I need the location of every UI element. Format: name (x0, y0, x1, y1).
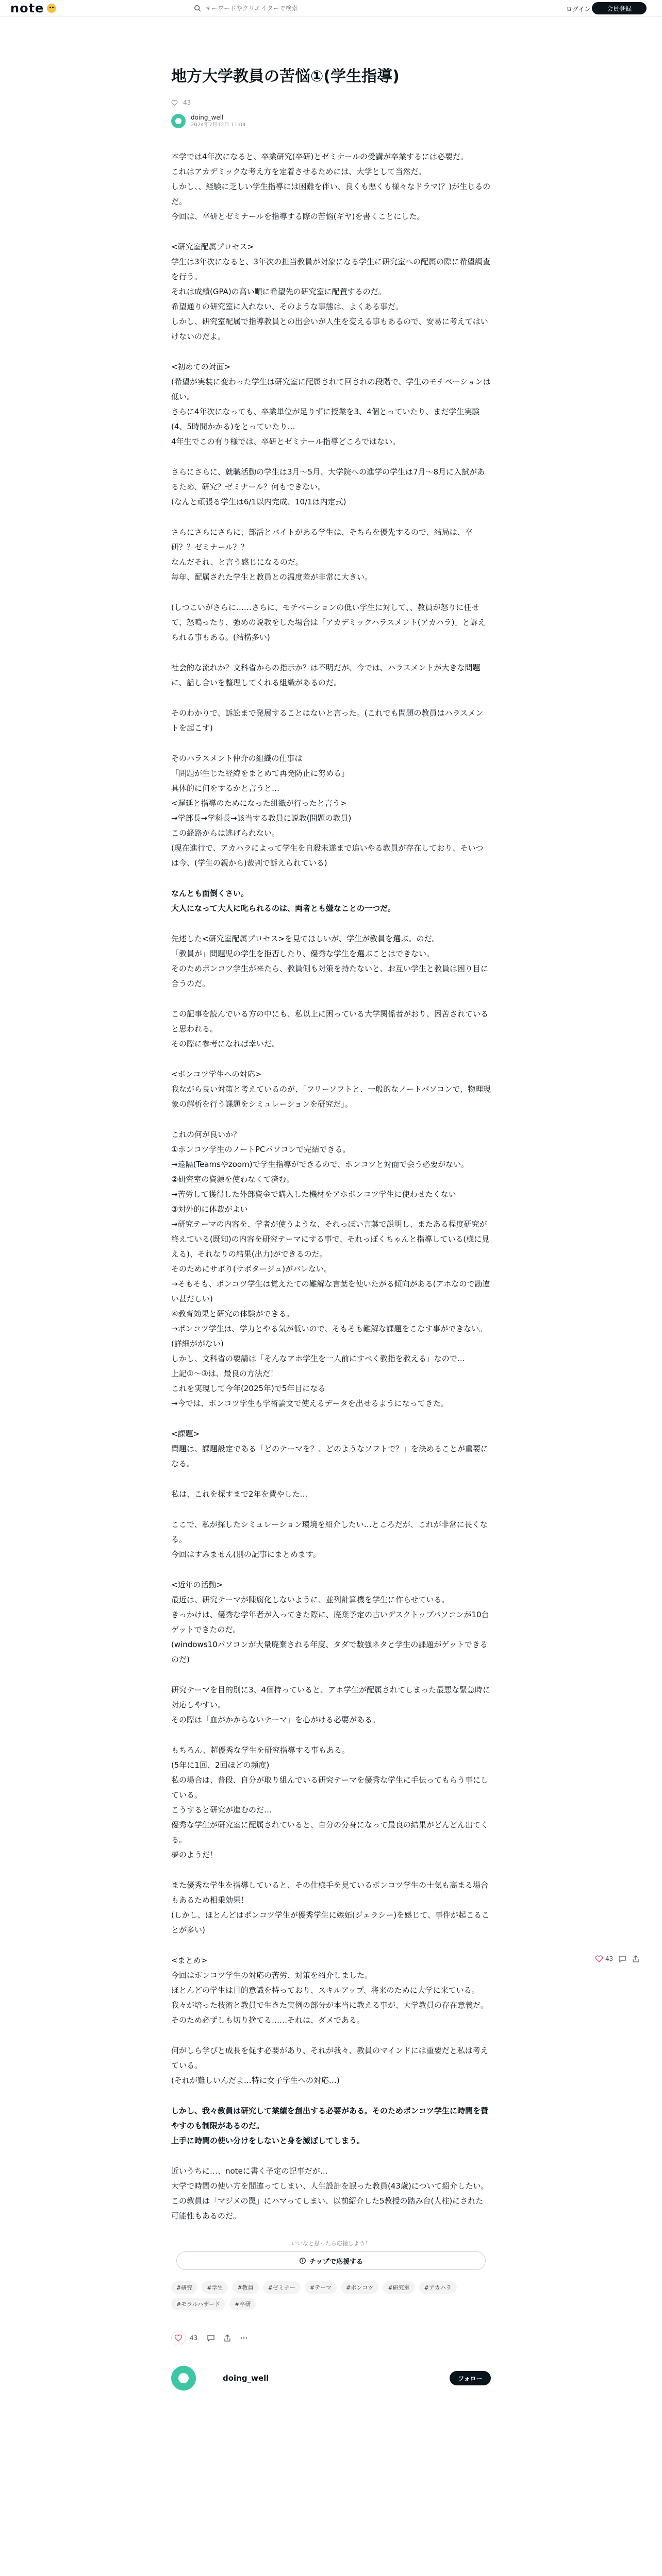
tip-label: チップで応援する (309, 2258, 363, 2266)
hashtag[interactable]: #教員 (232, 2281, 258, 2294)
like-count: 43 (183, 99, 191, 106)
coin-icon (299, 2257, 306, 2264)
like-button[interactable] (171, 2331, 186, 2345)
author-name[interactable]: doing_well (191, 114, 224, 121)
support-prompt: いいなと思ったら応援しよう！ (291, 2240, 371, 2247)
article-title: 地方大学教員の苦悩①(学生指導) (171, 67, 400, 86)
logo-mascot-icon (47, 4, 56, 13)
author-avatar[interactable] (171, 114, 186, 128)
article (171, 66, 491, 2391)
article-paragraph: 社会的な流れか？文科省からの指示か？は不明だが、今では、ハラスメントが大きな問題に、話し合いを整理してくれる組織があるのだ。 (171, 663, 481, 687)
search-bar[interactable] (194, 2, 462, 14)
floating-actions (595, 1955, 640, 1963)
hashtag[interactable]: #テーマ (305, 2281, 337, 2294)
comment-icon[interactable] (618, 1955, 626, 1963)
article-paragraph: 先述した<研究室配属プロセス>を見てほしいが、学生が教員を選ぶ。のだ。 「教員が」問題児の学生を拒否したり、優秀な学生を選ぶことはできない。 そのためポンコツ学生が来たら、教員側も対策を持たないと、お互い学生と教員は困り目に合うのだ。 (171, 934, 489, 988)
article-paragraph: <課題> 問題は、課題設定である「どのテーマを？、どのようなソフトで？」を決めることが重要になる。 (171, 1429, 489, 1468)
site-header (0, 0, 662, 17)
publish-date: 2024年7月12日 11:04 (191, 122, 246, 128)
logo-text: note (10, 1, 44, 15)
author-info (171, 113, 491, 129)
hashtag[interactable]: #アカハラ (419, 2281, 457, 2294)
author-footer-name[interactable]: doing_well (223, 2374, 269, 2383)
hashtag[interactable]: #ポンコツ (341, 2281, 378, 2294)
article-paragraph: しかし、我々教員は研究して業績を創出する必要がある。そのためポンコツ学生に時間を費やすのも制限があるのだ。 上手に時間の使い分けをしないと身を滅ぼしてしまう。 (171, 2106, 489, 2145)
article-paragraph: なんとも面倒くさい。 大人になって大人に叱られるのは、両者とも嫌なことの一つだ。 (171, 889, 396, 913)
support-section (171, 2239, 491, 2270)
article-body (171, 149, 491, 2224)
article-paragraph: 近いうちに…、noteに書く予定の記事だが… 大学で時間の使い方を間違ってしまい、人生設計を誤った教員(43歳)について紹介したい。 この教員は「マジメの罠」にハマってしまい、以前紹介した5教授の踏み台(人柱)にされた可能性もあるのだ。 (171, 2166, 489, 2221)
article-paragraph: これの何が良いか？ ①ポンコツ学生のノートPCパソコンで完結できる。 →遠隔(Teamsやzoom)で学生指導ができるので、ポンコツと対面で会う必要がない。 ②研究室の資源を使わなくて済む。 →苦労して獲得した外部資金で購入した機材をアホポンコツ学生に使わせたくない ③対外的に体裁がよい →研究テーマの内容を、学者が使うような、それっぽい言葉で説明し、またある程度研究が終えている(既知)の内容を研究テーマにする事で、それっぽくちゃんと指導している(様に見える)、それなりの結果(出力)ができるのだ。 そのためにサボり(サボタージュ)がバレない。 →そもそも、ポンコツ学生は覚えたての難解な言葉を使いたがる傾向がある(アホなので勘違い甚だしい) ④教育効果と研究の体験ができる。 →ポンコツ学生は、学力とやる気が低いので、そもそも難解な課題をこなす事ができない。(詳細ががない) しかし、文科省の要請は「そんなアホ学生を一人前にすべく教指を教える」なので… 上記①〜③は、最良の方法だ！ これを実現して今年(2025年)で5年目になる →今では、ポンコツ学生も学術論文で使えるデータを出せるようになってきた。 (171, 1130, 490, 1408)
article-paragraph: そのハラスメント仲介の組織の仕事は 「問題が生じた経緯をまとめて再発防止に努める」 具体的に何をするかと言うと… <遅延と指導のためになった組織が行ったと言う> →学部長→学科長→該当する教員に説教(問題の教員) この経路からは逃げられない。 (現在進行で、アカハラによって学生を自殺未遂まで追いやる教員が存在しており、そいつは今、(学生の親から)裁判で訴えられている) (171, 754, 484, 868)
article-paragraph: 本学では4年次になると、卒業研究(卒研)とゼミナールの受講が卒業するには必要だ。 これはアカデミックな考え方を定着させるためには、大学として当然だ。 しかし、、経験に乏しい学生指導には困難を伴い、良くも悪くも様々なドラマ(？)が生じるのだ。 今回は、卒研とゼミナールを指導する際の苦悩(ギヤ)を書くことにした。 (171, 152, 491, 221)
article-paragraph: 何がしら学びと成長を促す必要があり、それが我々、教員のマインドには重要だと私は考えている。 (それが難しいんだよ…特に女子学生への対応…) (171, 2046, 488, 2085)
note-logo[interactable] (10, 1, 56, 15)
article-paragraph: ここで、私が探したシミュレーション環境を紹介したい…ところだが、これが非常に長くなる。 今回はすみません(別の記事にまとめます。 (171, 1520, 488, 1559)
hashtag[interactable]: #モラルハザード (171, 2298, 225, 2310)
hashtag[interactable]: #ゼミナー (263, 2281, 301, 2294)
follow-button[interactable]: フォロー (450, 2371, 491, 2385)
hashtag[interactable]: #卒研 (229, 2298, 256, 2310)
author-footer-avatar[interactable] (171, 2366, 196, 2391)
floating-like-count: 43 (605, 1955, 614, 1962)
article-paragraph: 私は、これを探すまで2年を費やした… (171, 1489, 308, 1499)
hashtag[interactable]: #研究 (171, 2281, 197, 2294)
login-button[interactable]: ログイン (566, 6, 591, 13)
hashtag[interactable]: #学生 (202, 2281, 228, 2294)
heart-icon[interactable] (595, 1955, 603, 1963)
comment-icon[interactable] (207, 2334, 215, 2342)
share-icon[interactable] (223, 2334, 231, 2342)
article-paragraph: 研究テーマを目的別に3、4個持っていると、アホ学生が配属されてしまった最悪な緊急時に対応しやすい。 その際は「血がかからないテーマ」を心がける必要がある。 (171, 1685, 491, 1724)
article-paragraph: <近年の活動> 最近は、研究テーマが陳腐化しないように、並列計算機を学生に作らせている。 きっかけは、優秀な学年者が入ってきた際に、廃棄予定の古いデスクトップパソコンが10台ゲットできたのだ。 (windows10パソコンが大量廃棄される年度、タダで数強ネタと学生の課題がゲットできるのだ) (171, 1580, 489, 1664)
article-paragraph: <まとめ> 今回はポンコツ学生の対応の苦労、対策を紹介しました。 ほとんどの学生は目的意識を持っており、スキルアップ、将来のために大学に来ている。 我々が培った技術と教員で生きた実例の部分が本当に教える事が、大学教員の存在意義だ。そのため必ずしも切り捨てる……それは、ダメである。 (171, 1956, 489, 2025)
article-paragraph: (しつこいがさらに……さらに、モチベーションの低い学生に対して、、教員が怒りに任せて、怒鳴ったり、強めの説教をした場合は「アカデミックハラスメント(アカハラ)」と訴えられる事もある。(結構多い) (171, 603, 486, 642)
article-paragraph: もちろん、超優秀な学生を研究指導する事もある。 (5年に1回、2回ほどの頻度) 私の場合は、普段、自分が取り組んでいる研究テーマを優秀な学生に手伝ってもらう事にしている。 こうすると研究が進むのだ… 優秀な学生が研究室に配属されていると、自分の分身になって最良の結果がどんどん出てくる。 夢のようだ！ (171, 1745, 489, 1859)
article-paragraph: この記事を読んでいる方の中にも、私以上に困っている大学関係者がおり、困苦されていると思われる。 その際に参考になれば幸いだ。 (171, 1009, 489, 1048)
tag-list (171, 2281, 481, 2310)
signup-button[interactable]: 会員登録 (592, 2, 647, 14)
search-input[interactable] (205, 5, 453, 12)
article-likes (171, 99, 491, 106)
article-paragraph: <初めての対面> (希望が実装に変わった学生は研究室に配属されて回されの段階で、学生のモチベーションは低い。 さらに4年次になっても、卒業単位が足りずに授業を3、4個とっていたり、まだ学生実験(4、5時間かかる)をとっていたり… 4年生でこの有り様では、卒研とゼミナール指導どころではない。 (171, 362, 491, 446)
author-footer (171, 2366, 491, 2391)
hashtag[interactable]: #研究室 (383, 2281, 415, 2294)
article-paragraph: また優秀な学生を指導していると、その仕様手を見ているポンコツ学生の士気も高まる場合もあるため相乗効果！ (しかし、ほとんどはポンコツ学生が優秀学生に嫉妬(ジェラシー)を感じて、事件が起こることが多い) (171, 1880, 489, 1935)
search-icon (194, 5, 201, 12)
article-actions (171, 2331, 491, 2345)
article-paragraph: さらにさらに、就職活動の学生は3月〜5月、大学院への進学の学生は7月〜8月に入試があるため、研究？ゼミナール？何もできない。 (なんと頑張る学生は6/1以内完成、10/1は内定式) (171, 467, 485, 506)
share-icon[interactable] (632, 1955, 640, 1963)
article-paragraph: <ポンコツ学生への対応> 我ながら良い対策と考えているのが、「フリーソフトと、一般的なノートパソコンで、物理現象の解析を行う課題をシミュレーションを研究だ」。 (171, 1070, 491, 1109)
article-paragraph: <研究室配属プロセス> 学生は3年次になると、3年次の担当教員が対象になる学生に研究室への配属の際に希望調査を行う。 それは成績(GPA)の高い順に希望先の研究室に配置するのだ。 希望通りの研究室に入れない、そのような事態は、よくある事だ。 しかし、研究室配属で指導教員との出会いが人生を変える事もあるので、安易に考えてはいけないのだよ。 (171, 242, 491, 341)
more-icon[interactable] (240, 2334, 248, 2342)
article-paragraph: そのわかりで、訴訟まで発展することはないと言った。(これでも問題の教員はハラスメントを起こす) (171, 708, 484, 733)
like-count-bottom: 43 (190, 2334, 198, 2342)
article-paragraph: さらにさらにさらに、部活とバイトがある学生は、そちらを優先するので、結局は、卒研？？ゼミナール？？ なんだそれ、と言う感じになるのだ。 毎年、配属された学生と教員との温度差が非常に大きい。 (171, 528, 473, 582)
heart-icon (174, 2334, 183, 2342)
tip-button[interactable] (176, 2251, 486, 2270)
heart-icon (171, 99, 178, 106)
